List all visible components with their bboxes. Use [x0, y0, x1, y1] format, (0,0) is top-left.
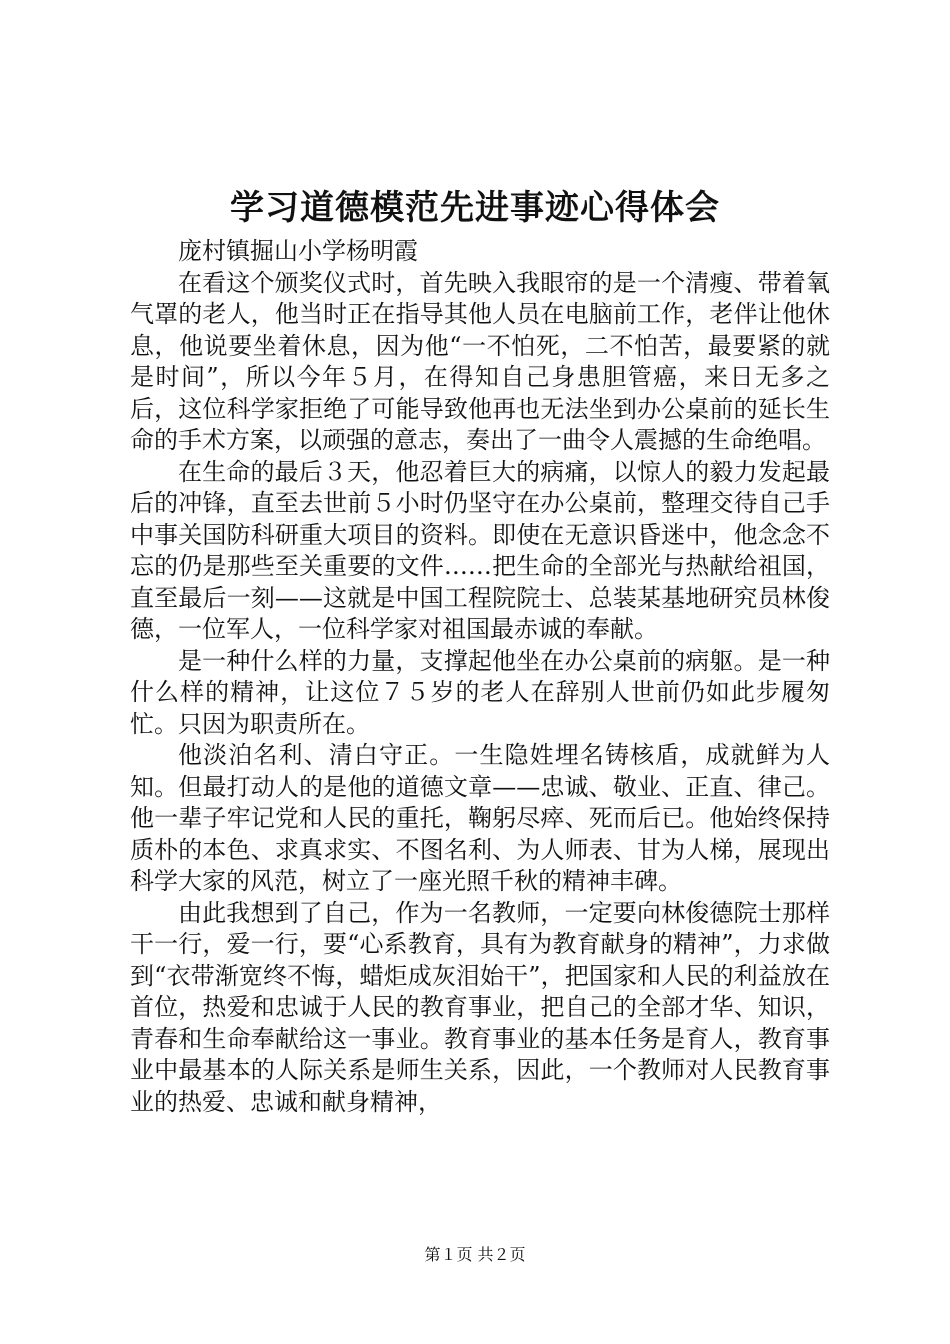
page-footer — [0, 1245, 950, 1265]
page-indicator: 第１页 共２页 — [424, 1245, 526, 1264]
paragraph: 在生命的最后３天，他忍着巨大的病痛，以惊人的毅力发起最后的冲锋，直至去世前５小时仍坚守在办公桌前，整理交待自己手中事关国防科研重大项目的资料。即使在无意识昏迷中，他念念不忘的仍是那些至关重要的文件……把生命的全部光与热献给祖国，直至最后一刻——这就是中国工程院院士、总装某基地研究员林俊德，一位军人，一位科学家对祖国最赤诚的奉献。 — [130, 457, 830, 643]
paragraph: 由此我想到了自己，作为一名教师，一定要向林俊德院士那样干一行，爱一行，要“心系教育，具有为教育献身的精神”，力求做到“衣带渐宽终不悔，蜡炬成灰泪始干”，把国家和人民的利益放在首位，热爱和忠诚于人民的教育事业，把自己的全部才华、知识，青春和生命奉献给这一事业。教育事业的基本任务是育人，教育事业中最基本的人际关系是师生关系，因此，一个教师对人民教育事业的热爱、忠诚和献身精神， — [130, 898, 830, 1116]
document-body — [130, 236, 830, 1118]
document-title: 学习道德模范先进事迹心得体会 — [230, 188, 720, 228]
paragraph: 他淡泊名利、清白守正。一生隐姓埋名铸核盾，成就鲜为人知。但最打动人的是他的道德文章——忠诚、敬业、正直、律己。他一辈子牢记党和人民的重托，鞠躬尽瘁、死而后已。他始终保持质朴的本色、求真求实、不图名利、为人师表、甘为人梯，展现出科学大家的风范，树立了一座光照千秋的精神丰碑。 — [130, 741, 830, 895]
author-line: 庞村镇掘山小学杨明霞 — [178, 237, 418, 265]
paragraph: 是一种什么样的力量，支撑起他坐在办公桌前的病躯。是一种什么样的精神，让这位７５岁的老人在辞别人世前仍如此步履匆忙。只因为职责所在。 — [130, 646, 830, 738]
paragraph: 在看这个颁奖仪式时，首先映入我眼帘的是一个清瘦、带着氧气罩的老人，他当时正在指导其他人员在电脑前工作，老伴让他休息，他说要坐着休息，因为他“一不怕死，二不怕苦，最要紧的就是时间”，所以今年５月，在得知自己身患胆管癌，来日无多之后，这位科学家拒绝了可能导致他再也无法坐到办公桌前的延长生命的手术方案，以顽强的意志，奏出了一曲令人震撼的生命绝唱。 — [130, 268, 830, 454]
